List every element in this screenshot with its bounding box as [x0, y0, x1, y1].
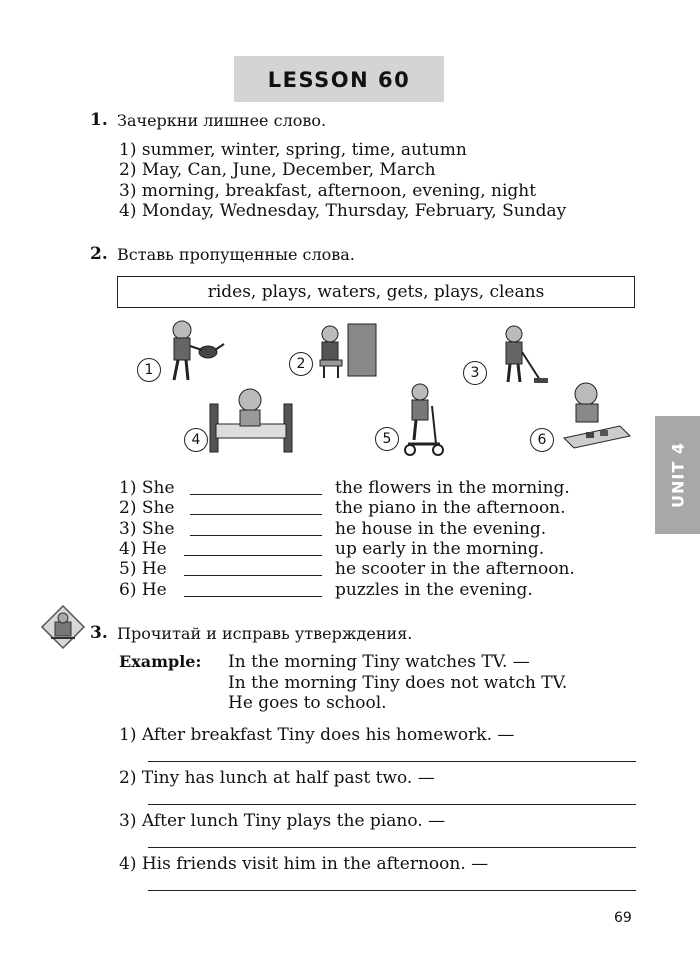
- lesson-title: LESSON 60: [234, 56, 444, 102]
- sentence-5-rest: he scooter in the afternoon.: [335, 559, 575, 579]
- answer-line-4[interactable]: [148, 890, 636, 891]
- statement-1: 1) After breakfast Tiny does his homework. —: [119, 725, 515, 745]
- task3-number: 3.: [90, 623, 108, 643]
- sentence-2: 2) She: [119, 498, 175, 518]
- blank-5[interactable]: [184, 575, 322, 576]
- sentence-5: 5) He: [119, 559, 167, 579]
- reading-activity-icon: [40, 604, 86, 650]
- unit-tab: [655, 416, 700, 534]
- blank-4[interactable]: [184, 555, 322, 556]
- boy-doing-puzzles-illustration: [560, 380, 632, 450]
- sentence-6-rest: puzzles in the evening.: [335, 580, 533, 600]
- page-number: 69: [614, 910, 632, 926]
- picture-number-4: 4: [184, 428, 208, 452]
- example-line: In the morning Tiny watches TV. —: [228, 652, 530, 672]
- task1-title: Зачеркни лишнее слово.: [117, 111, 327, 130]
- example-line: He goes to school.: [228, 693, 387, 713]
- sentence-1-rest: the flowers in the morning.: [335, 478, 570, 498]
- unit-tab-label: UNIT 4: [668, 442, 687, 508]
- sentence-4: 4) He: [119, 539, 167, 559]
- girl-cleaning-house-illustration: [494, 324, 550, 386]
- task3-title: Прочитай и исправь утверждения.: [117, 624, 413, 643]
- answer-line-3[interactable]: [148, 847, 636, 848]
- statement-3: 3) After lunch Tiny plays the piano. —: [119, 811, 446, 831]
- task1-item: 4) Monday, Wednesday, Thursday, February, Sunday: [119, 201, 567, 221]
- task1-item: 3) morning, breakfast, afternoon, evening, night: [119, 181, 537, 201]
- task1-number: 1.: [90, 110, 108, 130]
- sentence-3-rest: he house in the evening.: [335, 519, 547, 539]
- task1-item: 1) summer, winter, spring, time, autumn: [119, 140, 467, 160]
- blank-6[interactable]: [184, 596, 322, 597]
- statement-2: 2) Tiny has lunch at half past two. —: [119, 768, 435, 788]
- task2-number: 2.: [90, 244, 108, 264]
- sentence-1: 1) She: [119, 478, 175, 498]
- blank-1[interactable]: [190, 494, 322, 495]
- sentence-3: 3) She: [119, 519, 175, 539]
- blank-2[interactable]: [190, 514, 322, 515]
- example-line: In the morning Tiny does not watch TV.: [228, 673, 568, 693]
- example-label: Example:: [119, 652, 202, 671]
- picture-number-3: 3: [463, 361, 487, 385]
- word-bank: rides, plays, waters, gets, plays, cleans: [117, 276, 635, 308]
- picture-number-6: 6: [530, 428, 554, 452]
- boy-riding-scooter-illustration: [400, 382, 448, 456]
- girl-playing-piano-illustration: [312, 320, 382, 380]
- sentence-4-rest: up early in the morning.: [335, 539, 545, 559]
- boy-getting-up-illustration: [208, 384, 294, 454]
- girl-watering-flowers-illustration: [160, 318, 230, 384]
- sentence-6: 6) He: [119, 580, 167, 600]
- picture-number-1: 1: [137, 358, 161, 382]
- picture-number-2: 2: [289, 352, 313, 376]
- answer-line-2[interactable]: [148, 804, 636, 805]
- task1-item: 2) May, Can, June, December, March: [119, 160, 436, 180]
- statement-4: 4) His friends visit him in the afternoon. —: [119, 854, 489, 874]
- sentence-2-rest: the piano in the afternoon.: [335, 498, 566, 518]
- answer-line-1[interactable]: [148, 761, 636, 762]
- picture-number-5: 5: [375, 427, 399, 451]
- task2-title: Вставь пропущенные слова.: [117, 245, 355, 264]
- blank-3[interactable]: [190, 535, 322, 536]
